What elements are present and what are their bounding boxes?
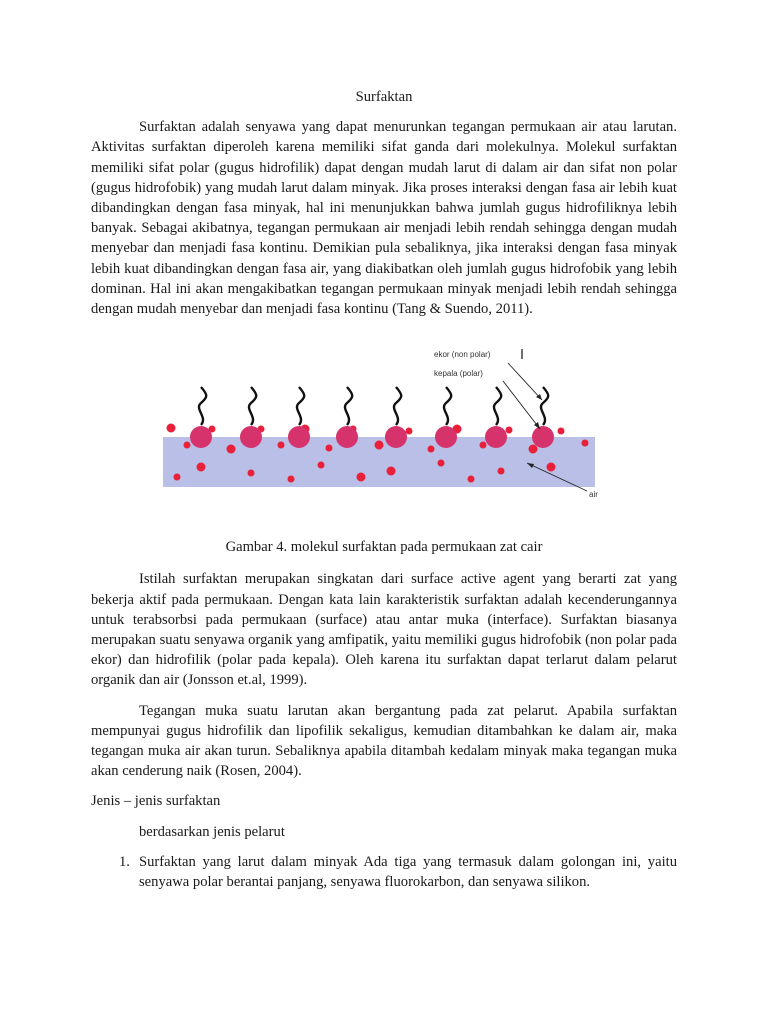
water-droplet (357, 473, 366, 482)
section-subheading: berdasarkan jenis pelarut (139, 823, 285, 840)
paragraph-1: Surfaktan adalah senyawa yang dapat menurunkan tegangan permukaan air atau larutan. Aktivitas surfaktan diperoleh karena memiliki sifat ganda dari molekulnya. Molekul surfaktan memiliki sifat polar (gugus hidrofilik) dapat dengan mudah larut di dalam air dan sifat non polar (gugus hidrofobik) yang mudah larut dalam minyak. Jika proses interaksi dengan fasa air lebih kuat dibandingkan dengan fasa minyak, hal ini menunjukkan bahwa jumlah gugus hidrofiliknya lebih banyak. Sebagai akibatnya, tegangan permukaan air menjadi lebih rendah sehingga dengan mudah menyebar dan menjadi fasa kontinu. Demikian pula sebaliknya, jika interaksi dengan fasa minyak lebih kuat dibandingkan dengan fasa air, yang diakibatkan oleh jumlah gugus hidrofobik yang lebih dominan. Hal ini akan mengakibatkan tegangan permukaan minyak menjadi lebih rendah sehingga dengan mudah menyebar dan menjadi fasa kontinu (Tang & Suendo, 2011). (91, 119, 677, 318)
surfactant-molecule (435, 387, 457, 448)
water-droplet (506, 427, 513, 434)
surfactant-list (91, 852, 677, 892)
list-item-number: 1. (119, 853, 130, 870)
water-droplet (529, 445, 538, 454)
document-title: Surfaktan (355, 89, 413, 105)
surfactant-molecule (385, 387, 407, 448)
water-droplet (288, 476, 295, 483)
water-droplet (438, 460, 445, 467)
water-droplet (248, 470, 255, 477)
water-droplet (406, 428, 413, 435)
hydrophobic-tail (444, 387, 451, 425)
hydrophilic-head (288, 426, 310, 448)
hydrophobic-tail (249, 387, 256, 425)
hydrophilic-head (190, 426, 212, 448)
hydrophobic-tail (494, 387, 501, 425)
water-droplet (326, 445, 333, 452)
paragraph-2: Istilah surfaktan merupakan singkatan dari surface active agent yang berarti zat yang bekerja aktif pada permukaan. Dengan kata lain karakteristik surfaktan adalah kecenderungannya untuk terabsorbsi pada permukaan (surface) atau antar muka (interface). Surfaktan biasanya merupakan suatu senyawa organik yang amfipatik, yaitu memiliki gugus hidrofobik (non polar pada ekor) dan hidrofilik (polar pada kepala). Oleh karena itu surfaktan dapat terlarut dalam pelarut organik dan air (Jonsson et.al, 1999). (91, 571, 677, 689)
section-heading: Jenis – jenis surfaktan (91, 793, 221, 810)
list-item-text: Surfaktan yang larut dalam minyak Ada tiga yang termasuk dalam golongan ini, yaitu senyawa polar berantai panjang, senyawa fluorokarbon, dan senyawa silikon. (139, 853, 677, 891)
water-droplet (387, 467, 396, 476)
water-droplet (227, 445, 236, 454)
tail-label: ekor (non polar) (434, 350, 491, 360)
head-pointer-arrow (503, 381, 540, 429)
hydrophobic-tail (297, 387, 304, 425)
water-droplet (480, 442, 487, 449)
water-label: air (589, 490, 598, 500)
water-droplet (547, 463, 556, 472)
water-droplet (498, 468, 505, 475)
surfactant-molecule (485, 387, 507, 448)
water-droplet (468, 476, 475, 483)
paragraph-3: Tegangan muka suatu larutan akan bergantung pada zat pelarut. Apabila surfaktan mempunyai gugus hidrofilik dan lipofilik sekaligus, kemudian ditambahkan ke dalam air, maka tegangan muka air akan turun. Sebaliknya apabila ditambah kedalam minyak maka tegangan muka akan cenderung naik (Rosen, 2004). (91, 702, 677, 780)
list-item (91, 852, 677, 892)
water-droplet (278, 442, 285, 449)
water-droplet (184, 442, 191, 449)
figure-caption: Gambar 4. molekul surfaktan pada permukaan zat cair (225, 539, 543, 556)
water-droplet (558, 428, 565, 435)
hydrophobic-tail (345, 387, 352, 425)
water-droplet (428, 446, 435, 453)
hydrophobic-tail (541, 387, 548, 425)
surfactant-diagram (91, 345, 677, 525)
hydrophilic-head (435, 426, 457, 448)
hydrophilic-head (336, 426, 358, 448)
head-label: kepala (polar) (434, 369, 483, 379)
water-droplet (167, 424, 176, 433)
surfactant-figure (91, 345, 677, 525)
water-droplet (197, 463, 206, 472)
water-droplet (318, 462, 325, 469)
hydrophilic-head (385, 426, 407, 448)
water-droplet (582, 440, 589, 447)
surfactant-molecule (288, 387, 310, 448)
hydrophilic-head (532, 426, 554, 448)
hydrophobic-tail (199, 387, 206, 425)
hydrophobic-tail (394, 387, 401, 425)
surfactant-molecule (532, 387, 554, 448)
hydrophilic-head (240, 426, 262, 448)
water-droplet (174, 474, 181, 481)
hydrophilic-head (485, 426, 507, 448)
water-droplet (375, 441, 384, 450)
surfactant-molecule (240, 387, 262, 448)
surfactant-molecule (336, 387, 358, 448)
surfactant-molecule (190, 387, 212, 448)
